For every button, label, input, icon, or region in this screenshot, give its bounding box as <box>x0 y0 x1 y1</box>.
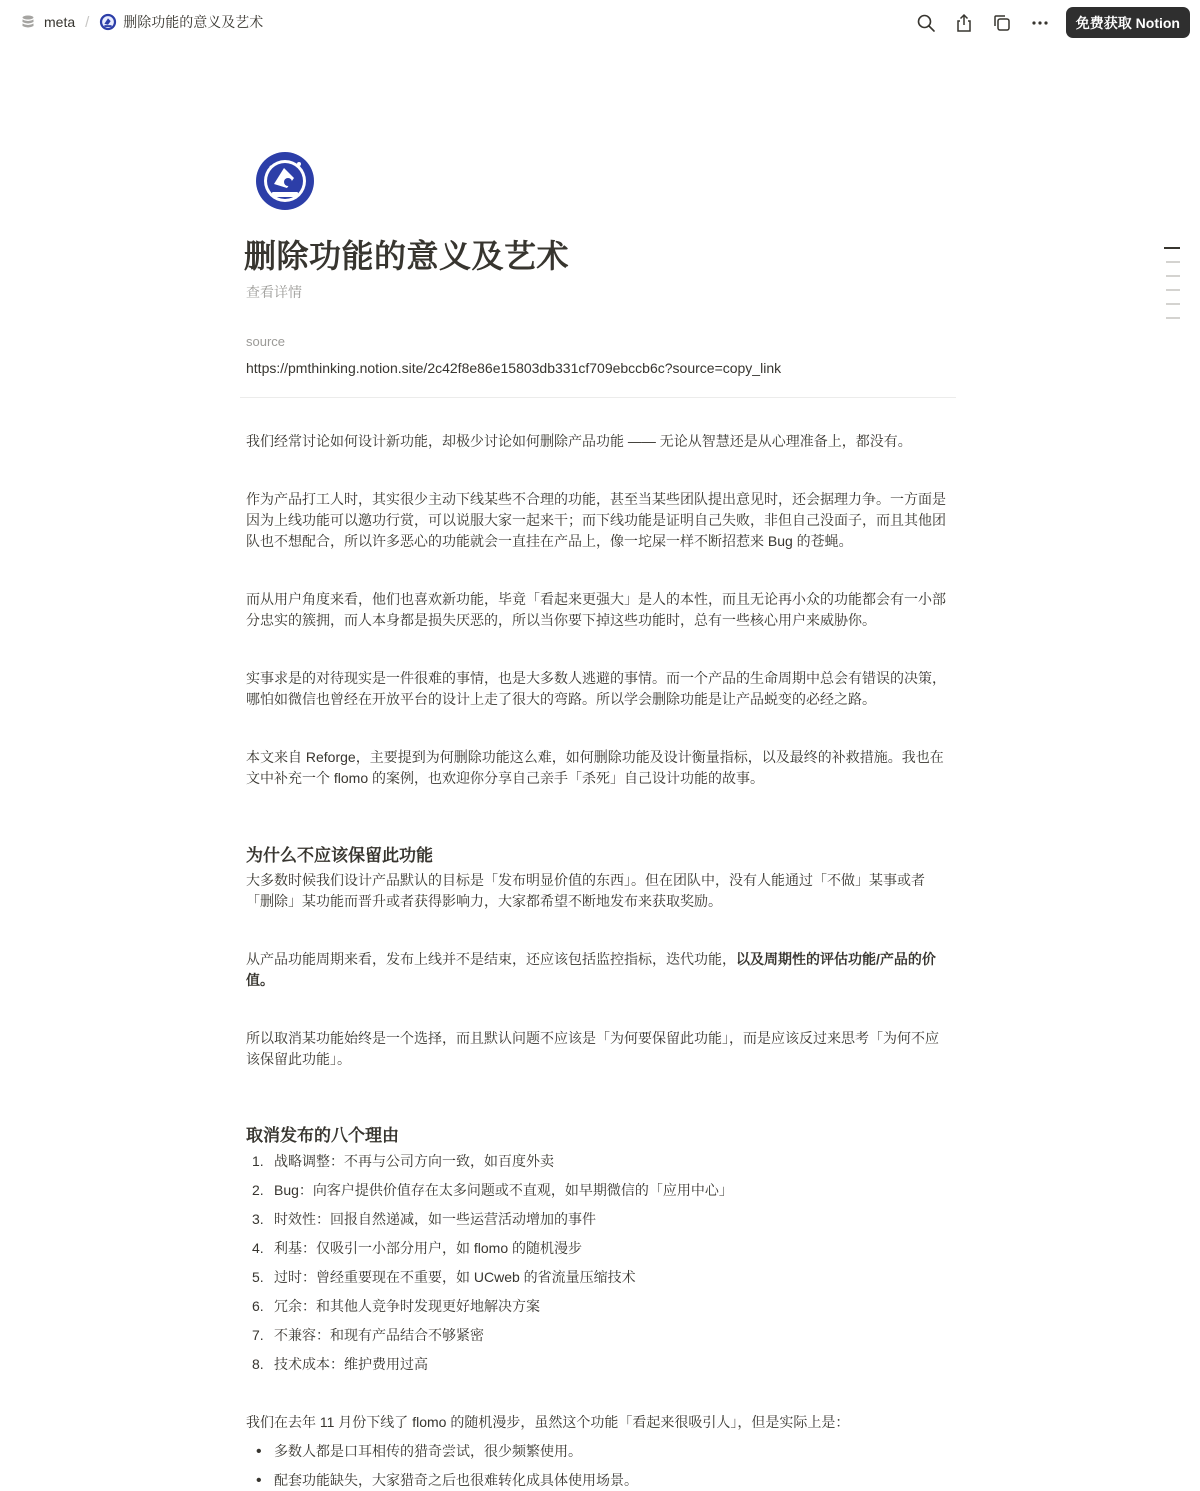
list-item <box>246 1354 428 1375</box>
list-number: 5. <box>252 1269 264 1285</box>
list-item <box>246 1325 484 1346</box>
header-actions <box>900 7 1190 38</box>
paragraph-line: 哪怕如微信也曾经在开放平台的设计上走了很大的弯路。所以学会删除功能是让产品蜕变的必经之路。 <box>246 691 876 707</box>
list-number: 8. <box>252 1356 264 1372</box>
paragraph <box>246 589 952 631</box>
paragraph-line: 作为产品打工人时，其实很少主动下线某些不合理的功能，甚至当某些团队提出意见时，还会据理力争。一方面是 <box>246 491 946 507</box>
paragraph-line: 实事求是的对待现实是一件很难的事情，也是大多数人逃避的事情。而一个产品的生命周期中总会有错误的决策， <box>246 670 946 686</box>
breadcrumb-page[interactable]: 删除功能的意义及艺术 <box>123 14 264 30</box>
paragraph-line: 文中补充一个 flomo 的案例，也欢迎你分享自己亲手「杀死」自己设计功能的故事。 <box>246 770 765 786</box>
breadcrumb <box>20 12 263 32</box>
list-number: 1. <box>252 1153 264 1169</box>
duplicate-button[interactable] <box>990 11 1014 35</box>
section-heading: 为什么不应该保留此功能 <box>246 846 433 865</box>
list-number: 3. <box>252 1211 264 1227</box>
page-emoji-icon <box>99 13 117 31</box>
list-number: 2. <box>252 1182 264 1198</box>
list-item <box>246 1296 540 1317</box>
database-icon <box>20 14 36 30</box>
search-button[interactable] <box>914 11 938 35</box>
bullet-mark: • <box>256 1472 262 1489</box>
paragraph-line: 「删除」某功能而晋升或者获得影响力，大家都希望不断地发布来获取奖励。 <box>246 893 722 909</box>
paragraph-text: 我们经常讨论如何设计新功能，却极少讨论如何删除产品功能 —— 无论从智慧还是从心理准备上，都没有。 <box>246 433 912 449</box>
paragraph-line: 因为上线功能可以邀功行赏，可以说服大家一起来干；而下线功能是证明自己失败，非但自己没面子，而且其他团 <box>246 512 946 528</box>
table-of-contents[interactable] <box>1164 247 1180 331</box>
list-item <box>246 1267 636 1288</box>
list-item-text: 技术成本：维护费用过高 <box>274 1356 428 1372</box>
paragraph <box>246 668 952 710</box>
share-button[interactable] <box>952 11 976 35</box>
list-item <box>246 1209 596 1230</box>
paragraph <box>246 870 952 912</box>
toc-line[interactable] <box>1166 275 1180 277</box>
property-label: source <box>246 334 286 349</box>
list-item <box>246 1180 733 1201</box>
paragraph-line: 而从用户角度来看，他们也喜欢新功能，毕竟「看起来更强大」是人的本性，而且无论再小众的功能都会有一小部 <box>246 591 946 607</box>
paragraph-text: 我们在去年 11 月份下线了 flomo 的随机漫步，虽然这个功能「看起来很吸引人」，但是实际上是： <box>246 1414 850 1430</box>
bold-text: 值。 <box>246 972 274 988</box>
list-item <box>246 1238 582 1259</box>
toc-line[interactable] <box>1166 289 1180 291</box>
list-item-text: 不兼容：和现有产品结合不够紧密 <box>274 1327 484 1343</box>
top-bar <box>0 0 1200 44</box>
bullet-item <box>246 1470 638 1491</box>
breadcrumb-workspace[interactable]: meta <box>44 14 76 30</box>
bullet-text: 配套功能缺失，大家猎奇之后也很难转化成具体使用场景。 <box>274 1472 638 1488</box>
toc-line[interactable] <box>1166 317 1180 319</box>
list-item-text: 战略调整：不再与公司方向一致，如百度外卖 <box>274 1153 554 1169</box>
paragraph-line: 本文来自 Reforge，主要提到为何删除功能这么难，如何删除功能及设计衡量指标，以及最终的补救措施。我也在 <box>246 749 944 765</box>
paragraph <box>246 747 952 789</box>
get-notion-button[interactable]: 免费获取 Notion <box>1066 7 1190 38</box>
list-number: 7. <box>252 1327 264 1343</box>
paragraph-line <box>246 949 952 970</box>
duplicate-icon <box>992 13 1012 33</box>
list-item <box>246 1151 554 1172</box>
paragraph <box>246 949 952 991</box>
paragraph-line: 该保留此功能」。 <box>246 1051 351 1067</box>
paragraph-line <box>246 970 952 991</box>
property-value-link[interactable]: https://pmthinking.notion.site/2c42f8e86e15803db331cf709ebccb6c?source=copy_link <box>246 360 782 376</box>
paragraph <box>246 1412 952 1433</box>
page-title: 删除功能的意义及艺术 <box>244 238 570 274</box>
toc-line[interactable] <box>1166 303 1180 305</box>
bullet-text: 多数人都是口耳相传的猎奇尝试，很少频繁使用。 <box>274 1443 582 1459</box>
paragraph <box>246 431 952 452</box>
section-heading: 取消发布的八个理由 <box>246 1126 399 1145</box>
toc-line[interactable] <box>1164 247 1180 249</box>
paragraph <box>246 1028 952 1070</box>
list-item-text: 过时：曾经重要现在不重要，如 UCweb 的省流量压缩技术 <box>274 1269 636 1285</box>
paragraph-line: 大多数时候我们设计产品默认的目标是「发布明显价值的东西」。但在团队中，没有人能通过「不做」某事或者 <box>246 872 925 888</box>
bullet-item <box>246 1441 582 1462</box>
paragraph-text: 从产品功能周期来看，发布上线并不是结束，还应该包括监控指标，迭代功能， <box>246 951 736 967</box>
bullet-mark: • <box>256 1443 262 1460</box>
list-number: 4. <box>252 1240 264 1256</box>
list-item-text: 冗余：和其他人竞争时发现更好地解决方案 <box>274 1298 540 1314</box>
search-icon <box>916 13 936 33</box>
list-item-text: 时效性：回报自然递减，如一些运营活动增加的事件 <box>274 1211 596 1227</box>
list-item-text: Bug：向客户提供价值存在太多问题或不直观，如早期微信的「应用中心」 <box>274 1182 733 1198</box>
paragraph <box>246 489 952 552</box>
list-number: 6. <box>252 1298 264 1314</box>
more-dots-icon <box>1030 13 1050 33</box>
paragraph-line: 所以取消某功能始终是一个选择，而且默认问题不应该是「为何要保留此功能」，而是应该反过来思考「为何不应 <box>246 1030 939 1046</box>
toc-line[interactable] <box>1166 261 1180 263</box>
page-subtitle: 查看详情 <box>246 284 302 300</box>
divider <box>240 397 956 398</box>
more-button[interactable] <box>1028 11 1052 35</box>
paragraph-line: 队也不想配合，所以许多恶心的功能就会一直挂在产品上，像一坨屎一样不断招惹来 Bug 的苍蝇。 <box>246 533 853 549</box>
list-item-text: 利基：仅吸引一小部分用户，如 flomo 的随机漫步 <box>274 1240 583 1256</box>
paragraph-line: 分忠实的簇拥，而人本身都是损失厌恶的，所以当你要下掉这些功能时，总有一些核心用户来威胁你。 <box>246 612 876 628</box>
page-emoji-icon[interactable] <box>254 150 316 212</box>
bold-text: 以及周期性的评估功能/产品的价 <box>736 951 936 967</box>
breadcrumb-separator: / <box>85 13 90 31</box>
share-icon <box>954 13 974 33</box>
